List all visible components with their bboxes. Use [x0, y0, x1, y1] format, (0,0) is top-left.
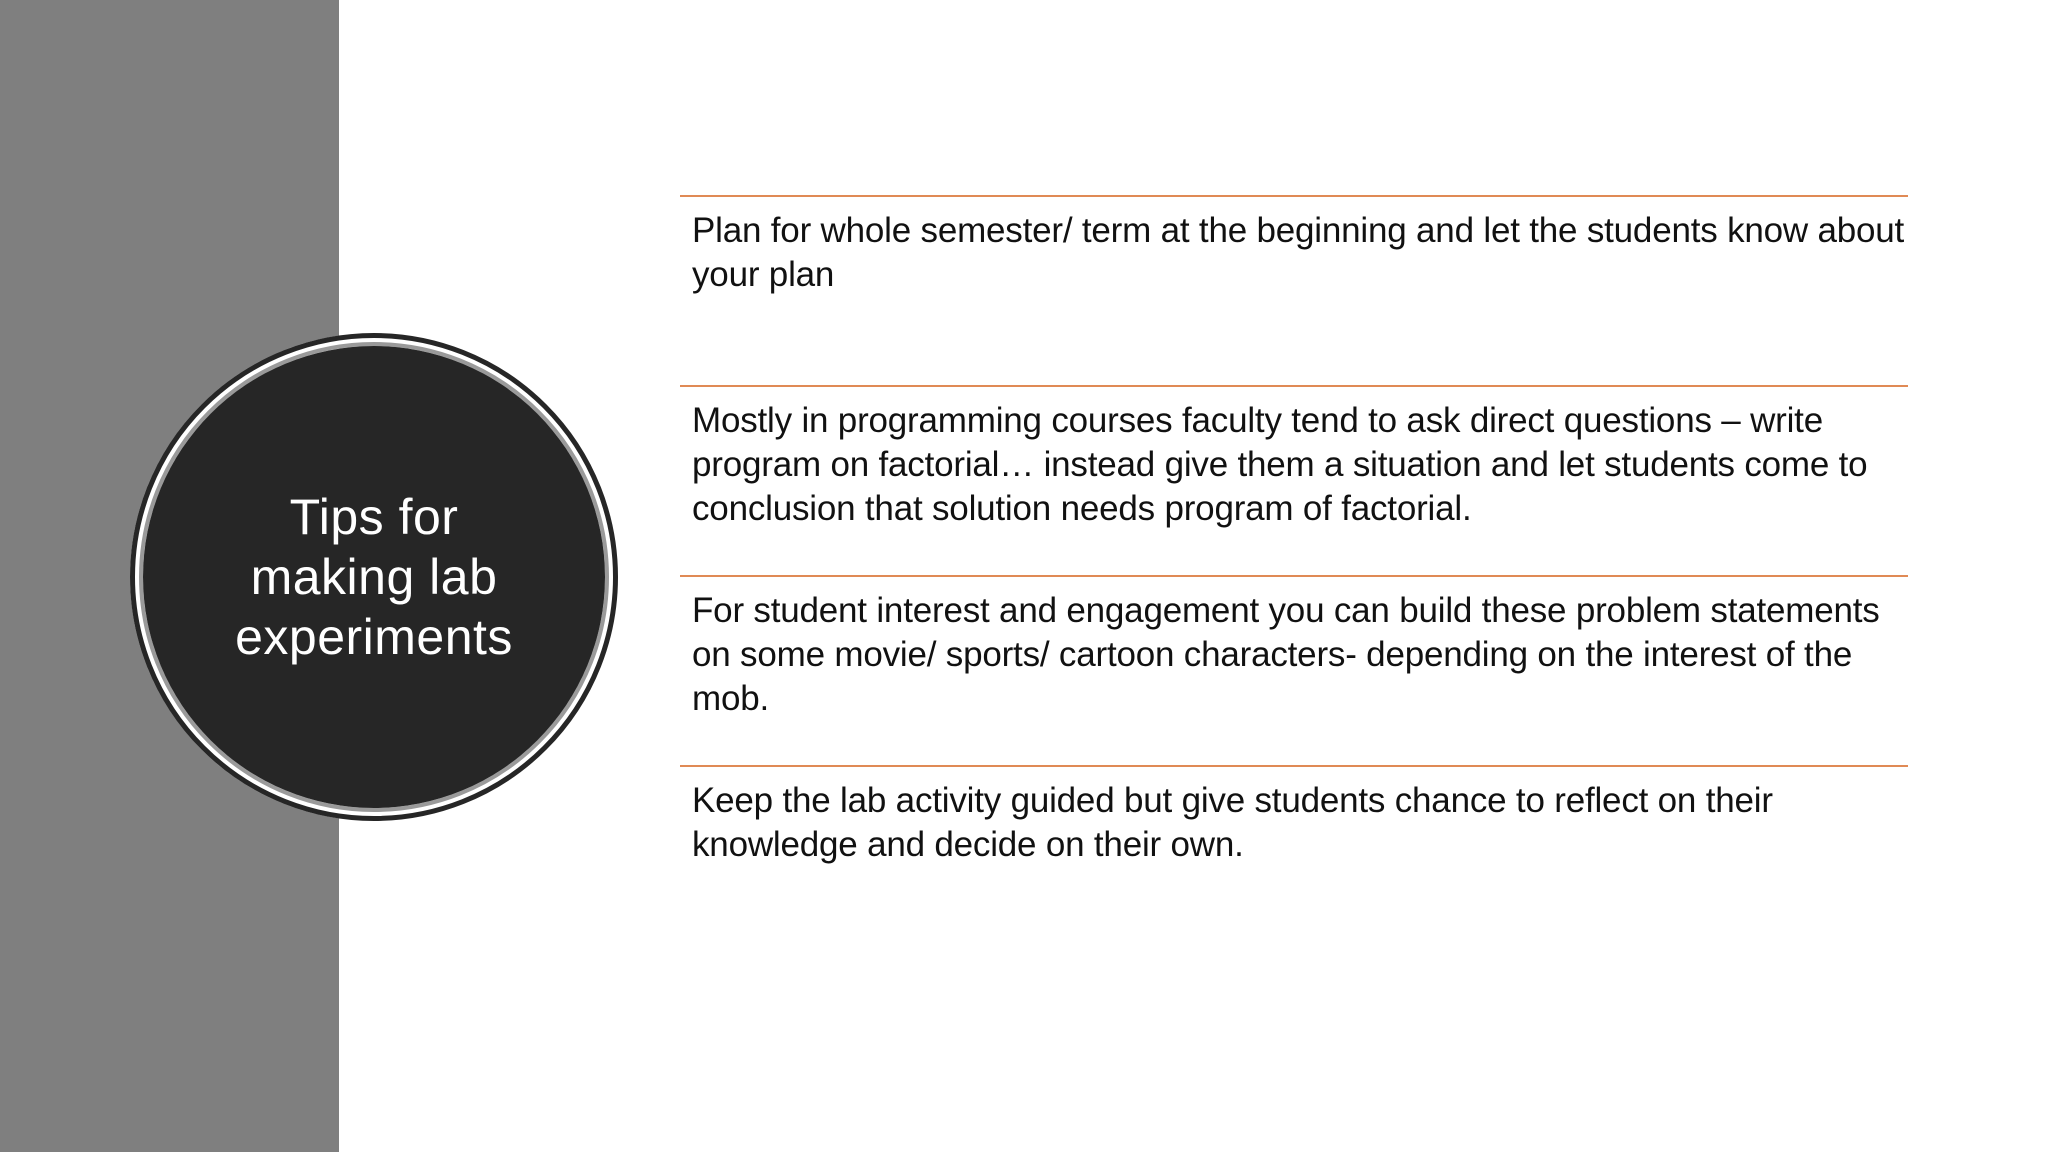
tip-item: [680, 575, 1908, 765]
slide-title: Tips for making lab experiments: [235, 489, 513, 665]
tips-list: [680, 195, 1908, 955]
tip-text: Keep the lab activity guided but give students chance to reflect on their knowledge and decide on their own.: [692, 781, 1773, 864]
disc-core: [143, 346, 605, 808]
tip-item: [680, 385, 1908, 575]
title-disc: [130, 333, 618, 821]
tip-item: [680, 765, 1908, 955]
tip-text: Plan for whole semester/ term at the beginning and let the students know about your plan: [692, 211, 1905, 294]
tip-text: For student interest and engagement you can build these problem statements on some movie/ sports/ cartoon characters- depending on the interest of the mob.: [692, 591, 1880, 718]
tip-text: Mostly in programming courses faculty tend to ask direct questions – write program on factorial… instead give them a situation and let students come to conclusion that solution needs program of factorial.: [692, 401, 1868, 528]
tip-item: [680, 195, 1908, 385]
